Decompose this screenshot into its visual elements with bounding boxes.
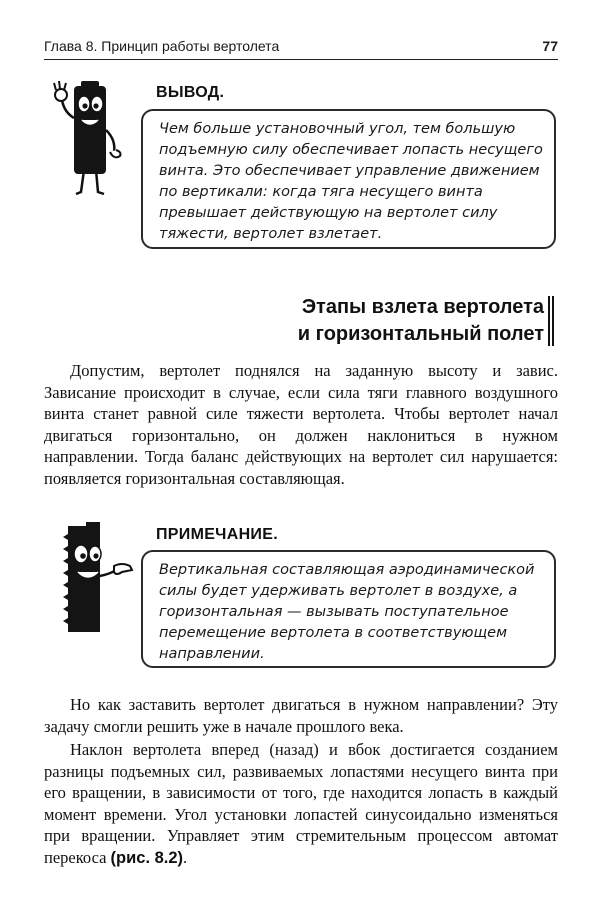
page-header [44,38,558,54]
body-paragraph-1: Допустим, вертолет поднялся на заданную высоту и завис. Зависание происходит в случае, если сила тяги главного воздушного винта станет равной силе тяжести вертолета. Чтобы вертолет начал двигаться горизонтально, он должен наклониться в нужном направлении. Тогда баланс действующих на вертолет сил нарушается: появляется горизонтальная составляющая. [44,361,558,488]
battery-mascot-pointing-icon [50,520,134,638]
page-number: 77 [542,38,558,54]
body-paragraph-3-text: Наклон вертолета вперед (назад) и вбок достигается созданием разницы подъемных сил, развиваемых лопастями несущего винта при его вращении, в зависимости от того, где находится лопасть в каждый момент времени. Угол установки лопастей синусоидально изменяться при вращении. Управляет этим стремительным процессом автомат перекоса [44,740,558,867]
note-title: ПРИМЕЧАНИЕ. [156,526,278,543]
note-text: Вертикальная составляющая аэродинамической силы будет удерживать вертолет в воздухе, а горизонтальная — вызывать поступательное перемещение вертолета в соответствующем направлении. [159,562,535,662]
body-paragraph-3-end: . [183,847,188,867]
section-title-line-2: и горизонтальный полет [297,323,544,345]
body-paragraph-2: Но как заставить вертолет двигаться в нужном направлении? Эту задачу смогли решить уже в начале прошлого века. [44,695,558,736]
figure-reference: (рис. 8.2) [110,848,184,867]
note-box [141,550,556,668]
title-bar-left [548,296,550,346]
battery-mascot-ok-icon [50,78,130,196]
section-title-line-1: Этапы взлета вертолета [301,296,544,318]
title-bar-right [552,296,554,346]
chapter-title: Глава 8. Принцип работы вертолета [44,38,280,54]
conclusion-box [141,109,556,249]
header-rule [44,59,558,60]
conclusion-text: Чем больше установочный угол, тем большую подъемную силу обеспечивает лопасть несущего винта. Это обеспечивает управление движением по вертикали: когда тяга несущего винта превышает действующую на вертолет силу тяжести, вертолет взлетает. [159,121,543,242]
conclusion-title: ВЫВОД. [156,84,225,101]
section-title [298,294,544,348]
body-paragraph-3 [44,739,558,869]
